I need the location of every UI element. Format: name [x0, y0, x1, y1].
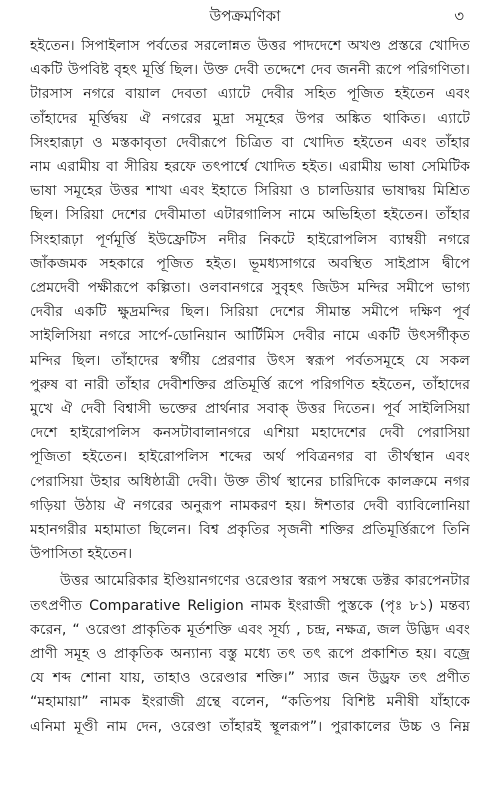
text-line: মুখে ঐ দেবী বিশ্বাসী ভক্তের প্রার্থনার সবাক্ উত্তর দিতেন। পূর্ব সাইলিসিয়া: [30, 401, 470, 418]
text-line: সিংহারূঢ়া পূর্ণমূর্ত্তি ইউফ্রেটিস নদীর নিকটে হাইরোপলিস ব্যাম্বয়ী নগরে: [30, 231, 470, 248]
text-line: ছিল। সিরিয়া দেশের দেবীমাতা এটারগালিস নামে অভিহিতা হইতেন। তাঁহার: [30, 207, 470, 224]
text-line: এনিমা মূণ্ডী নাম দেন, ওরেণ্ডা তাঁহারই স্থূলরূপ”। পুরাকালের উচ্চ ও নিম্ন: [30, 718, 470, 735]
text-line: পুরুষ বা নারী তাঁহার দেবীশক্তির প্রতিমূর্ত্তি রূপে পরিগণিত হইতেন, তাঁহাদের: [30, 376, 470, 393]
running-header-title: উপক্রমণিকা: [209, 7, 281, 25]
text-line: সিংহারূঢ়া ও মস্তকাবৃতা দেবীরূপে চিত্রিত বা খোদিত হইতেন এবং তাঁহার: [30, 134, 470, 151]
text-line: ভাষা সমূহের উত্তর শাখা এবং ইহাতে সিরিয়া ও চালডিয়ার ভাষাদ্বয় মিশ্রিত: [30, 183, 470, 200]
body-text: [30, 34, 470, 739]
text-line: গড়িয়া উঠায় ঐ নগরের অনুরূপ নামকরণ হয়। ঈশতার দেবী ব্যাবিলোনিয়া: [30, 497, 470, 514]
text-line: একটি উপবিষ্ট বৃহৎ মূর্ত্তি ছিল। উক্ত দেবী তদ্দেশে দেব জননী রূপে পরিগণিতা।: [30, 62, 470, 79]
text-line: টারসাস নগরে বায়াল দেবতা এ্যাটে দেবীর সহিত পূজিত হইতেন এবং: [30, 86, 470, 103]
text-line: পূজিতা হইতেন। হাইরোপলিস শব্দের অর্থ পবিত্রনগর বা তীর্থস্থান এবং: [30, 449, 470, 466]
text-line: সাইলিসিয়া নগরে সার্পে-ডোনিয়ান আর্টিমিস দেবীর নামে একটি উৎসর্গীকৃত: [30, 328, 470, 345]
text-line: তৎপ্রণীত Comparative Religion নামক ইংরাজী পুস্তকে (পৃঃ ৮১) মন্তব্য: [30, 597, 470, 614]
page-number: ৩: [454, 7, 464, 25]
text-line: উপাসিতা হইতেন।: [30, 546, 133, 563]
text-line: করেন, “ ওরেণ্ডা প্রাকৃতিক মূর্তশক্তি এবং সূর্য্য , চন্দ্র, নক্ষত্র, জল উদ্ভিদ এবং: [30, 621, 470, 638]
text-line: দেবীর একটি ক্ষুদ্রমন্দির ছিল। সিরিয়া দেশের সীমান্ত সমীপে দক্ষিণ পূর্ব: [30, 304, 470, 321]
text-line: দেশে হাইরোপলিস কনসটাবালানগরে এশিয়া মহাদেশের দেবী পেরাসিয়া: [30, 425, 470, 442]
text-line: নাম এরামীয় বা সীরিয় হরফে তৎপার্শ্বে খোদিত হইত। এরামীয় ভাষা সেমিটিক: [30, 159, 470, 176]
text-line: “মহামায়া” নামক ইংরাজী গ্রন্থে বলেন, “কতিপয় বিশিষ্ট মনীষী যাঁহাকে: [30, 694, 470, 711]
paragraph-2: [30, 569, 470, 738]
text-line: জাঁকজমক সহকারে পূজিত হইত। ভূমধ্যসাগরে অবস্থিত সাইপ্রাস দ্বীপে: [30, 255, 470, 272]
paragraph-1: [30, 34, 470, 566]
text-line: প্রেমদেবী পক্ষীরূপে কল্পিতা। ওলবানগরে সুবৃহৎ জিউস মন্দির সমীপে ভাগ্য: [30, 280, 470, 297]
text-line: মন্দির ছিল। তাঁহাদের স্বর্গীয় প্রেরণার উৎস স্বরূপ পর্বতসমূহে যে সকল: [30, 352, 470, 369]
text-line: তাঁহাদের মূর্ত্তিদ্বয় ঐ নগরের মুদ্রা সমূহের উপর অঙ্কিত থাকিত। এ্যাটে: [30, 110, 470, 127]
text-line: পেরাসিয়া উহার অধিষ্ঠাত্রী দেবী। উক্ত তীর্থ স্থানের চারিদিকে কালক্রমে নগর: [30, 473, 470, 490]
text-line: মহানগরীর মহামাতা ছিলেন। বিশ্ব প্রকৃতির সৃজনী শক্তির প্রতিমূর্ত্তিরূপে তিনি: [30, 522, 470, 539]
text-line: প্রাণী সমূহ ও প্রাকৃতিক অন্যান্য বস্তু মধ্যে তৎ তৎ রূপে প্রকাশিত হয়। বজ্রে: [30, 646, 470, 663]
text-line: উত্তর আমেরিকার ইণ্ডিয়ানগণের ওরেণ্ডার স্বরূপ সম্বন্ধে ডক্টর কারপেনটার: [60, 573, 470, 590]
text-line: যে শব্দ শোনা যায়, তাহাও ওরেণ্ডার শক্তি।” স্যার জন উড্রফ তৎ প্রণীত: [30, 670, 470, 687]
text-line: হইতেন। সিপাইলাস পর্বতের সরলোন্নত উত্তর পাদদেশে অখণ্ড প্রস্তরে খোদিত: [30, 38, 470, 54]
